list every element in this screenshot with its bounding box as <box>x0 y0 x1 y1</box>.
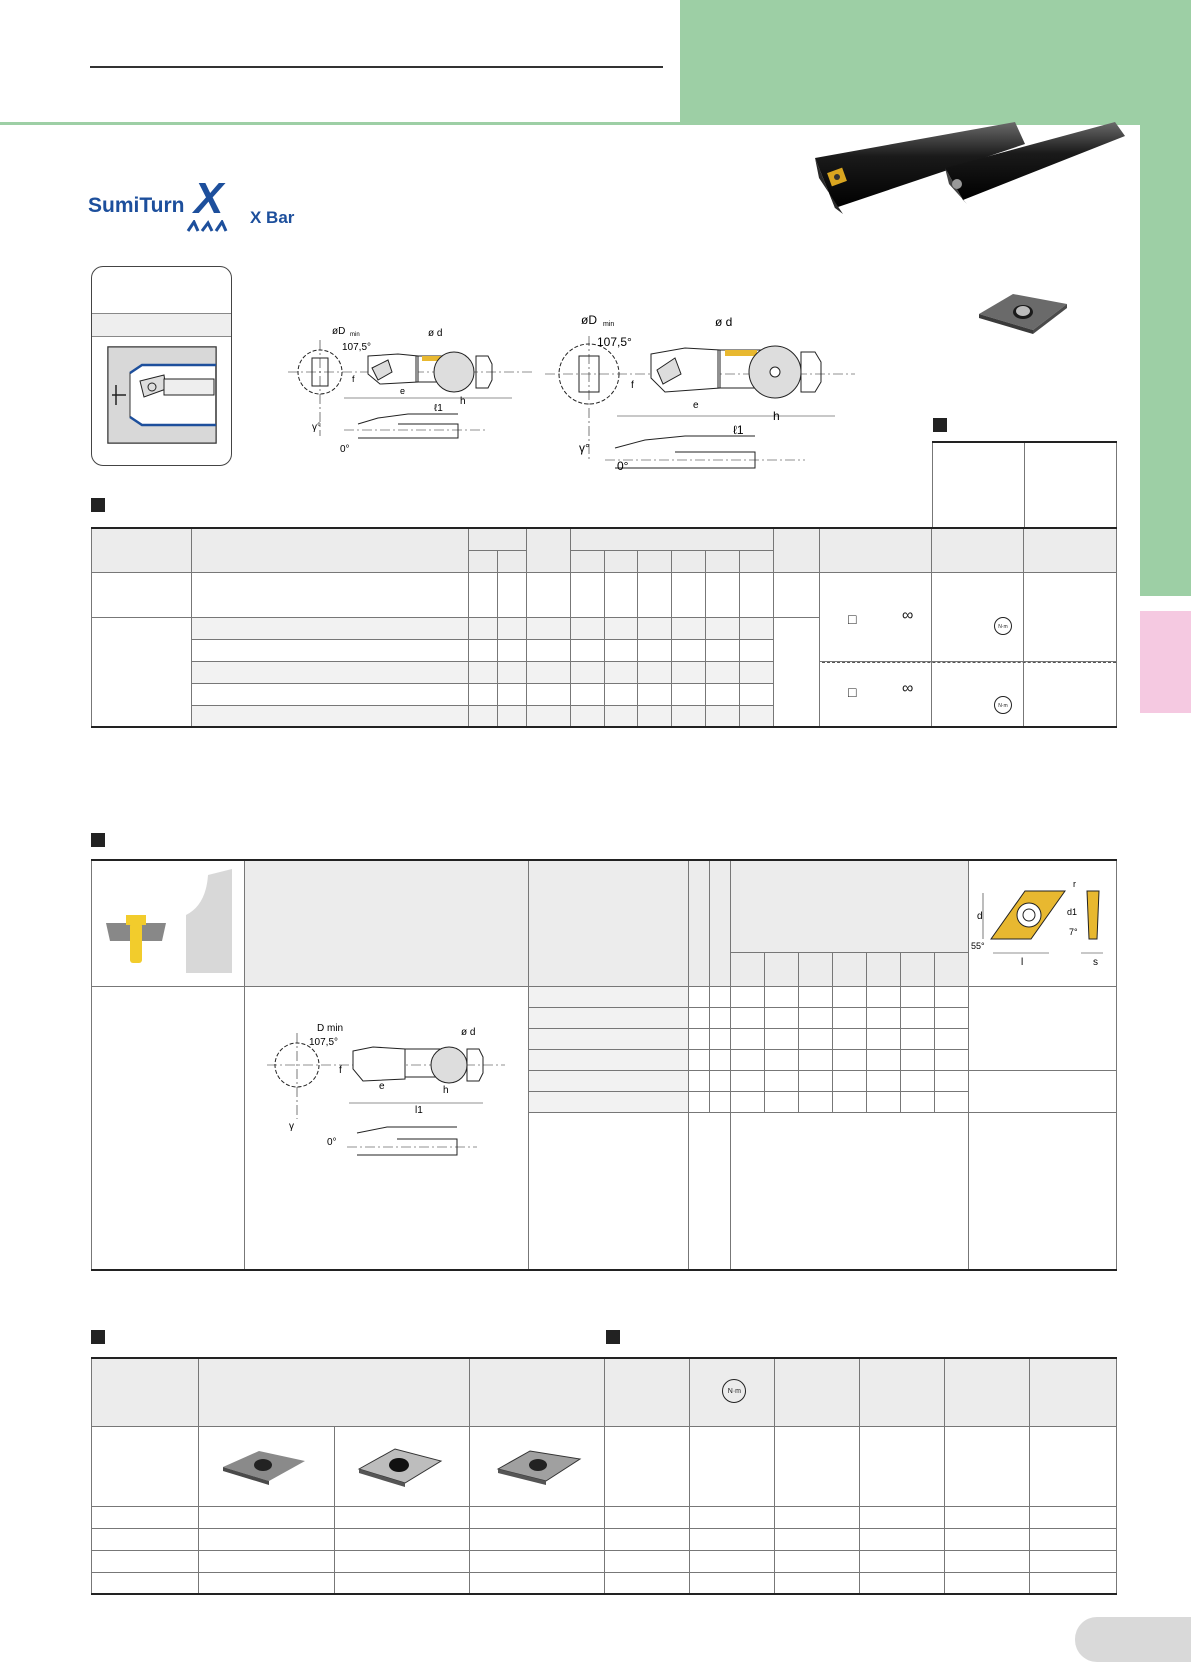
large-angle-label: 107,5° <box>597 335 632 349</box>
page-number-tab <box>1075 1617 1191 1662</box>
holder-table <box>91 527 1117 728</box>
insert-row <box>92 1528 1117 1550</box>
screw-square-symbol: □ <box>848 610 857 627</box>
small-f-label: f <box>352 374 355 384</box>
boring-bar-photo <box>815 122 1125 222</box>
bar-zero-label: 0° <box>327 1136 337 1148</box>
section-marker-bar <box>91 833 105 847</box>
application-panel <box>91 266 232 466</box>
section-marker-inserts <box>91 1330 105 1344</box>
torque-icon-3: N·m <box>722 1379 746 1403</box>
small-angle-label: 107,5° <box>342 342 372 353</box>
insert-d1-label: d1 <box>1067 907 1078 917</box>
large-bar-drawing <box>545 312 855 497</box>
insert-d-label: d <box>977 911 983 922</box>
insert-l-label: l <box>1021 957 1024 968</box>
insert-photo <box>975 290 1071 336</box>
large-d-label: ø d <box>715 315 733 329</box>
small-dmin-label: øD <box>332 326 346 337</box>
bar-gamma-label: γ <box>289 1120 294 1132</box>
large-gamma-label: γ° <box>579 441 590 455</box>
holder-row <box>92 661 1117 683</box>
insert-s-label: s <box>1093 957 1098 968</box>
application-panel-band <box>92 313 231 337</box>
large-dmin-sub: min <box>603 321 615 328</box>
bar-l1-label: l1 <box>415 1104 423 1116</box>
large-zero-label: 0° <box>617 459 629 473</box>
screw-loops-symbol-2: ∞ <box>902 679 914 697</box>
logo-x-mark: X <box>194 174 224 223</box>
insert-r-label: r <box>1073 879 1076 889</box>
parts-divider <box>822 662 1116 663</box>
logo-sub-text: X Bar <box>250 208 295 227</box>
small-d-label: ø d <box>428 328 443 339</box>
insert-image-1 <box>219 1445 309 1489</box>
small-bar-drawing <box>288 326 534 466</box>
section-marker-parts <box>933 418 947 432</box>
screw-square-symbol-2: □ <box>848 683 857 700</box>
bar-drawing <box>267 1023 507 1173</box>
bar-e-label: e <box>379 1080 385 1092</box>
insert-table <box>91 1357 1117 1595</box>
section-marker-holders <box>91 498 105 512</box>
small-h-label: h <box>460 396 466 407</box>
insert-row <box>92 1572 1117 1594</box>
torque-icon: N·m <box>994 617 1012 635</box>
small-e-label: e <box>400 386 406 396</box>
torque-icon-2: N·m <box>994 696 1012 714</box>
small-l1-label: ℓ1 <box>434 403 443 414</box>
logo-dinosaur-icon <box>186 220 246 232</box>
sumiturn-logo <box>88 174 308 236</box>
section-marker-conditions <box>606 1330 620 1344</box>
side-tab-pink <box>1140 611 1191 713</box>
bar-table <box>91 859 1117 1271</box>
insert-image-3 <box>494 1445 584 1489</box>
logo-main-text: SumiTurn <box>88 194 185 217</box>
application-yellow-icon <box>96 865 236 983</box>
small-dmin-sub: min <box>350 332 360 338</box>
holder-row <box>92 572 1117 617</box>
large-f-label: f <box>631 380 634 391</box>
bar-h-label: h <box>443 1084 449 1096</box>
insert-row <box>92 1506 1117 1528</box>
insert-row <box>92 1550 1117 1572</box>
small-gamma-label: γ° <box>312 422 321 433</box>
bar-angle-label: 107,5° <box>309 1036 339 1048</box>
boring-application-icon <box>106 345 218 445</box>
insert-angle55-label: 55° <box>971 941 985 951</box>
side-tab-green <box>1140 124 1191 596</box>
bar-dmin-label: D min <box>317 1022 344 1034</box>
large-dmin-label: øD <box>581 313 597 327</box>
spare-parts-header <box>932 441 1117 529</box>
screw-loops-symbol: ∞ <box>902 606 914 624</box>
insert-image-2 <box>355 1445 445 1489</box>
large-l1-label: ℓ1 <box>733 423 744 437</box>
small-zero-label: 0° <box>340 444 350 455</box>
title-underline <box>90 66 663 68</box>
large-e-label: e <box>693 400 699 411</box>
header-accent-block <box>680 0 1191 124</box>
insert-dimension-drawing <box>969 879 1115 975</box>
bar-f-label: f <box>339 1064 342 1076</box>
large-h-label: h <box>773 409 780 423</box>
bar-d-label: ø d <box>461 1026 476 1038</box>
insert-angle7-label: 7° <box>1069 927 1078 937</box>
